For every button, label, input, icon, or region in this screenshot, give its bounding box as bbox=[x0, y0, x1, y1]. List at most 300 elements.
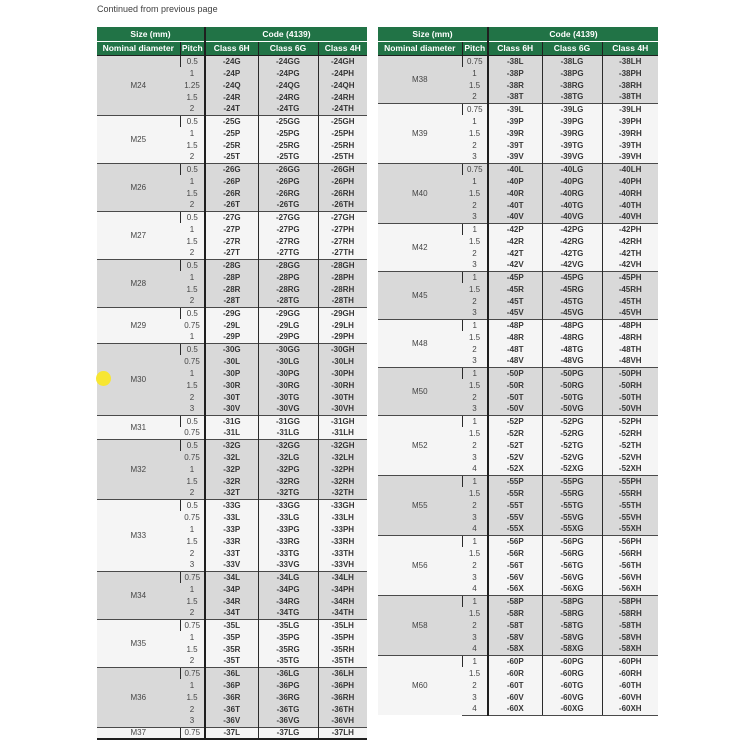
cell-pitch: 4 bbox=[462, 643, 488, 655]
cell-class-6h: -60R bbox=[488, 667, 542, 679]
cell-class-6h: -56V bbox=[488, 571, 542, 583]
cell-class-6g: -60PG bbox=[542, 655, 602, 667]
cell-pitch: 0.75 bbox=[180, 355, 205, 367]
cell-nominal-diameter: M32 bbox=[97, 439, 180, 499]
cell-pitch: 1.5 bbox=[180, 187, 205, 199]
cell-class-6g: -25GG bbox=[258, 115, 318, 127]
cell-pitch: 1.5 bbox=[462, 331, 488, 343]
cell-class-4h: -25RH bbox=[318, 139, 367, 151]
class-4h-header: Class 4H bbox=[318, 41, 367, 55]
cell-class-6g: -27GG bbox=[258, 211, 318, 223]
cell-class-6h: -50V bbox=[488, 403, 542, 415]
table-row bbox=[97, 619, 367, 631]
cell-pitch: 1.5 bbox=[180, 535, 205, 547]
cell-class-6h: -28R bbox=[205, 283, 258, 295]
cell-class-6h: -55P bbox=[488, 475, 542, 487]
cell-class-6g: -33TG bbox=[258, 547, 318, 559]
cell-class-4h: -55VH bbox=[602, 511, 658, 523]
cell-class-6g: -32PG bbox=[258, 463, 318, 475]
cell-nominal-diameter: M37 bbox=[97, 727, 180, 739]
cell-class-6g: -37LG bbox=[258, 727, 318, 739]
cell-class-6h: -38T bbox=[488, 91, 542, 103]
cell-class-6h: -33T bbox=[205, 547, 258, 559]
cell-pitch: 2 bbox=[462, 247, 488, 259]
cell-class-4h: -30TH bbox=[318, 391, 367, 403]
cell-class-4h: -52RH bbox=[602, 427, 658, 439]
cell-class-4h: -30RH bbox=[318, 379, 367, 391]
cell-class-6g: -33RG bbox=[258, 535, 318, 547]
cell-class-6g: -30LG bbox=[258, 355, 318, 367]
cell-pitch: 1.5 bbox=[462, 283, 488, 295]
cell-class-6g: -33VG bbox=[258, 559, 318, 571]
cell-class-6g: -27RG bbox=[258, 235, 318, 247]
cell-nominal-diameter: M39 bbox=[378, 103, 462, 163]
cell-class-6g: -31GG bbox=[258, 415, 318, 427]
cell-class-4h: -29LH bbox=[318, 319, 367, 331]
cell-class-6g: -42TG bbox=[542, 247, 602, 259]
cell-pitch: 1 bbox=[462, 655, 488, 667]
cell-class-6g: -48TG bbox=[542, 343, 602, 355]
cell-class-6g: -38LG bbox=[542, 55, 602, 67]
cell-class-6g: -24QG bbox=[258, 79, 318, 91]
cell-class-6h: -25P bbox=[205, 127, 258, 139]
cell-class-6g: -25PG bbox=[258, 127, 318, 139]
cell-pitch: 0.5 bbox=[180, 55, 205, 67]
cell-class-4h: -55PH bbox=[602, 475, 658, 487]
cell-pitch: 1 bbox=[180, 679, 205, 691]
table-row bbox=[97, 415, 367, 427]
cell-class-6g: -45RG bbox=[542, 283, 602, 295]
highlight-marker-dot bbox=[96, 371, 111, 386]
cell-pitch: 2 bbox=[180, 247, 205, 259]
cell-class-4h: -32RH bbox=[318, 475, 367, 487]
cell-class-4h: -38TH bbox=[602, 91, 658, 103]
cell-class-6h: -55V bbox=[488, 511, 542, 523]
table-row bbox=[97, 727, 367, 739]
table-row bbox=[97, 115, 367, 127]
cell-class-4h: -24TH bbox=[318, 103, 367, 115]
cell-class-4h: -56TH bbox=[602, 559, 658, 571]
cell-class-4h: -39RH bbox=[602, 127, 658, 139]
cell-class-6h: -50T bbox=[488, 391, 542, 403]
cell-pitch: 1.5 bbox=[180, 595, 205, 607]
cell-class-6g: -45TG bbox=[542, 295, 602, 307]
cell-class-6g: -55TG bbox=[542, 499, 602, 511]
cell-pitch: 0.75 bbox=[180, 427, 205, 439]
cell-class-6h: -33V bbox=[205, 559, 258, 571]
cell-class-4h: -50VH bbox=[602, 403, 658, 415]
cell-pitch: 1 bbox=[180, 127, 205, 139]
cell-class-6g: -24TG bbox=[258, 103, 318, 115]
cell-pitch: 4 bbox=[462, 523, 488, 535]
cell-class-4h: -42RH bbox=[602, 235, 658, 247]
cell-class-6h: -48P bbox=[488, 319, 542, 331]
cell-class-6g: -33PG bbox=[258, 523, 318, 535]
cell-class-6h: -28P bbox=[205, 271, 258, 283]
cell-class-6h: -32G bbox=[205, 439, 258, 451]
cell-class-6g: -42VG bbox=[542, 259, 602, 271]
cell-class-6h: -33R bbox=[205, 535, 258, 547]
table-row bbox=[97, 307, 367, 319]
cell-class-6g: -28RG bbox=[258, 283, 318, 295]
table-row bbox=[378, 475, 658, 487]
cell-class-4h: -28RH bbox=[318, 283, 367, 295]
cell-class-6g: -26PG bbox=[258, 175, 318, 187]
cell-class-6h: -25R bbox=[205, 139, 258, 151]
cell-class-4h: -24PH bbox=[318, 67, 367, 79]
cell-class-4h: -36TH bbox=[318, 703, 367, 715]
cell-class-4h: -52VH bbox=[602, 451, 658, 463]
cell-nominal-diameter: M50 bbox=[378, 367, 462, 415]
table-row bbox=[378, 163, 658, 175]
size-group-header: Size (mm) bbox=[97, 27, 205, 41]
cell-class-6g: -56RG bbox=[542, 547, 602, 559]
cell-class-6g: -40PG bbox=[542, 175, 602, 187]
cell-class-6g: -29GG bbox=[258, 307, 318, 319]
cell-pitch: 2 bbox=[180, 199, 205, 211]
table-row bbox=[97, 163, 367, 175]
cell-class-6g: -30TG bbox=[258, 391, 318, 403]
class-6h-header: Class 6H bbox=[205, 41, 258, 55]
cell-nominal-diameter: M48 bbox=[378, 319, 462, 367]
cell-class-6h: -58X bbox=[488, 643, 542, 655]
cell-class-6g: -40RG bbox=[542, 187, 602, 199]
table-row bbox=[97, 571, 367, 583]
class-6g-header: Class 6G bbox=[542, 41, 602, 55]
cell-pitch: 0.5 bbox=[180, 415, 205, 427]
cell-pitch: 1.5 bbox=[180, 91, 205, 103]
cell-class-4h: -48PH bbox=[602, 319, 658, 331]
cell-class-6g: -52TG bbox=[542, 439, 602, 451]
cell-pitch: 3 bbox=[180, 403, 205, 415]
cell-pitch: 0.75 bbox=[180, 319, 205, 331]
cell-pitch: 0.75 bbox=[462, 103, 488, 115]
cell-class-4h: -35LH bbox=[318, 619, 367, 631]
cell-class-6h: -35R bbox=[205, 643, 258, 655]
cell-pitch: 0.5 bbox=[180, 259, 205, 271]
cell-class-6g: -48VG bbox=[542, 355, 602, 367]
cell-class-6g: -58XG bbox=[542, 643, 602, 655]
cell-class-6h: -55T bbox=[488, 499, 542, 511]
cell-class-4h: -55XH bbox=[602, 523, 658, 535]
cell-class-4h: -45TH bbox=[602, 295, 658, 307]
cell-class-6g: -39TG bbox=[542, 139, 602, 151]
cell-class-6g: -28PG bbox=[258, 271, 318, 283]
cell-class-4h: -48VH bbox=[602, 355, 658, 367]
cell-pitch: 0.5 bbox=[180, 307, 205, 319]
cell-pitch: 2 bbox=[462, 91, 488, 103]
cell-class-6h: -30L bbox=[205, 355, 258, 367]
cell-class-6h: -30P bbox=[205, 367, 258, 379]
cell-class-6h: -35T bbox=[205, 655, 258, 667]
cell-class-6h: -40T bbox=[488, 199, 542, 211]
cell-class-6g: -58PG bbox=[542, 595, 602, 607]
cell-class-4h: -60TH bbox=[602, 679, 658, 691]
cell-nominal-diameter: M26 bbox=[97, 163, 180, 211]
cell-class-6h: -52T bbox=[488, 439, 542, 451]
cell-class-4h: -52PH bbox=[602, 415, 658, 427]
cell-class-6g: -50RG bbox=[542, 379, 602, 391]
cell-pitch: 1 bbox=[462, 223, 488, 235]
cell-nominal-diameter: M52 bbox=[378, 415, 462, 475]
cell-class-6h: -34L bbox=[205, 571, 258, 583]
cell-nominal-diameter: M34 bbox=[97, 571, 180, 619]
cell-pitch: 4 bbox=[462, 463, 488, 475]
table-row bbox=[97, 343, 367, 355]
cell-class-6g: -52RG bbox=[542, 427, 602, 439]
cell-class-6g: -50TG bbox=[542, 391, 602, 403]
table-row bbox=[378, 535, 658, 547]
cell-class-6h: -40P bbox=[488, 175, 542, 187]
cell-class-6g: -58TG bbox=[542, 619, 602, 631]
cell-class-6g: -33LG bbox=[258, 511, 318, 523]
cell-class-4h: -55TH bbox=[602, 499, 658, 511]
cell-class-4h: -33VH bbox=[318, 559, 367, 571]
table-row bbox=[378, 655, 658, 667]
cell-class-6h: -38R bbox=[488, 79, 542, 91]
class-6h-header: Class 6H bbox=[488, 41, 542, 55]
cell-pitch: 0.75 bbox=[180, 511, 205, 523]
cell-pitch: 4 bbox=[462, 703, 488, 715]
cell-pitch: 3 bbox=[180, 559, 205, 571]
cell-class-4h: -40RH bbox=[602, 187, 658, 199]
table-header bbox=[97, 27, 367, 55]
cell-class-4h: -56XH bbox=[602, 583, 658, 595]
cell-pitch: 1 bbox=[180, 631, 205, 643]
cell-pitch: 1.5 bbox=[180, 475, 205, 487]
cell-class-6g: -25RG bbox=[258, 139, 318, 151]
cell-class-6h: -32P bbox=[205, 463, 258, 475]
cell-class-6g: -39VG bbox=[542, 151, 602, 163]
cell-class-6h: -58V bbox=[488, 631, 542, 643]
cell-nominal-diameter: M38 bbox=[378, 55, 462, 103]
cell-nominal-diameter: M25 bbox=[97, 115, 180, 163]
cell-pitch: 2 bbox=[180, 487, 205, 499]
cell-class-6g: -45PG bbox=[542, 271, 602, 283]
cell-class-4h: -35RH bbox=[318, 643, 367, 655]
cell-class-4h: -30LH bbox=[318, 355, 367, 367]
cell-class-6h: -42T bbox=[488, 247, 542, 259]
cell-class-6h: -52V bbox=[488, 451, 542, 463]
cell-pitch: 1 bbox=[462, 67, 488, 79]
cell-class-6h: -35L bbox=[205, 619, 258, 631]
cell-class-6h: -39P bbox=[488, 115, 542, 127]
cell-pitch: 2 bbox=[462, 343, 488, 355]
cell-class-6h: -30V bbox=[205, 403, 258, 415]
table-row bbox=[97, 211, 367, 223]
cell-class-6h: -26G bbox=[205, 163, 258, 175]
cell-class-6h: -24T bbox=[205, 103, 258, 115]
cell-pitch: 2 bbox=[462, 439, 488, 451]
cell-nominal-diameter: M40 bbox=[378, 163, 462, 223]
cell-pitch: 1 bbox=[180, 223, 205, 235]
cell-class-6g: -36TG bbox=[258, 703, 318, 715]
cell-class-6g: -32RG bbox=[258, 475, 318, 487]
cell-class-6h: -56T bbox=[488, 559, 542, 571]
cell-class-6h: -35P bbox=[205, 631, 258, 643]
cell-class-6g: -24PG bbox=[258, 67, 318, 79]
cell-pitch: 1.5 bbox=[180, 283, 205, 295]
cell-class-6g: -31LG bbox=[258, 427, 318, 439]
cell-pitch: 1.5 bbox=[462, 79, 488, 91]
nominal-diameter-header: Nominal diameter bbox=[378, 41, 462, 55]
cell-class-6h: -32L bbox=[205, 451, 258, 463]
cell-nominal-diameter: M60 bbox=[378, 655, 462, 715]
cell-class-4h: -30VH bbox=[318, 403, 367, 415]
cell-class-4h: -32GH bbox=[318, 439, 367, 451]
cell-pitch: 2 bbox=[462, 199, 488, 211]
cell-class-6h: -48R bbox=[488, 331, 542, 343]
cell-class-6g: -29LG bbox=[258, 319, 318, 331]
cell-class-4h: -40TH bbox=[602, 199, 658, 211]
cell-class-6g: -24RG bbox=[258, 91, 318, 103]
cell-class-6h: -40V bbox=[488, 211, 542, 223]
cell-class-6h: -30G bbox=[205, 343, 258, 355]
cell-class-6h: -24P bbox=[205, 67, 258, 79]
cell-class-4h: -60XH bbox=[602, 703, 658, 715]
cell-class-4h: -39PH bbox=[602, 115, 658, 127]
cell-pitch: 0.5 bbox=[180, 115, 205, 127]
cell-class-4h: -34LH bbox=[318, 571, 367, 583]
cell-class-4h: -32PH bbox=[318, 463, 367, 475]
cell-pitch: 2 bbox=[180, 703, 205, 715]
cell-class-6g: -40LG bbox=[542, 163, 602, 175]
cell-class-4h: -24QH bbox=[318, 79, 367, 91]
cell-class-6g: -32LG bbox=[258, 451, 318, 463]
cell-pitch: 1 bbox=[462, 535, 488, 547]
table-row bbox=[378, 319, 658, 331]
cell-nominal-diameter: M42 bbox=[378, 223, 462, 271]
cell-class-6g: -24GG bbox=[258, 55, 318, 67]
cell-class-6g: -27PG bbox=[258, 223, 318, 235]
cell-class-6h: -60T bbox=[488, 679, 542, 691]
cell-class-6h: -39V bbox=[488, 151, 542, 163]
cell-pitch: 4 bbox=[462, 583, 488, 595]
cell-class-6h: -33G bbox=[205, 499, 258, 511]
cell-class-6h: -24Q bbox=[205, 79, 258, 91]
cell-class-6h: -42P bbox=[488, 223, 542, 235]
cell-class-4h: -28PH bbox=[318, 271, 367, 283]
cell-class-4h: -30PH bbox=[318, 367, 367, 379]
cell-pitch: 2 bbox=[462, 679, 488, 691]
cell-class-4h: -42VH bbox=[602, 259, 658, 271]
cell-pitch: 1 bbox=[180, 331, 205, 343]
cell-class-6g: -35RG bbox=[258, 643, 318, 655]
cell-class-6h: -60X bbox=[488, 703, 542, 715]
cell-class-6g: -34PG bbox=[258, 583, 318, 595]
code-group-header: Code (4139) bbox=[205, 27, 367, 41]
cell-class-4h: -50PH bbox=[602, 367, 658, 379]
cell-pitch: 3 bbox=[462, 403, 488, 415]
cell-pitch: 0.75 bbox=[180, 667, 205, 679]
cell-nominal-diameter: M55 bbox=[378, 475, 462, 535]
cell-class-4h: -34RH bbox=[318, 595, 367, 607]
cell-class-6g: -33GG bbox=[258, 499, 318, 511]
cell-class-6h: -50R bbox=[488, 379, 542, 391]
cell-class-6h: -48V bbox=[488, 355, 542, 367]
cell-pitch: 1 bbox=[180, 523, 205, 535]
cell-class-6g: -56TG bbox=[542, 559, 602, 571]
cell-pitch: 1 bbox=[462, 175, 488, 187]
cell-pitch: 1.5 bbox=[180, 643, 205, 655]
cell-class-6g: -60XG bbox=[542, 703, 602, 715]
cell-nominal-diameter: M56 bbox=[378, 535, 462, 595]
cell-class-4h: -60RH bbox=[602, 667, 658, 679]
cell-class-6g: -45VG bbox=[542, 307, 602, 319]
cell-class-6g: -32TG bbox=[258, 487, 318, 499]
cell-class-4h: -38RH bbox=[602, 79, 658, 91]
table-row bbox=[97, 259, 367, 271]
cell-class-4h: -24RH bbox=[318, 91, 367, 103]
table-row bbox=[378, 271, 658, 283]
cell-pitch: 3 bbox=[462, 571, 488, 583]
cell-nominal-diameter: M33 bbox=[97, 499, 180, 571]
cell-class-6h: -56R bbox=[488, 547, 542, 559]
cell-class-4h: -58TH bbox=[602, 619, 658, 631]
cell-class-4h: -26GH bbox=[318, 163, 367, 175]
cell-class-6h: -27G bbox=[205, 211, 258, 223]
cell-class-6h: -60P bbox=[488, 655, 542, 667]
cell-class-6g: -39LG bbox=[542, 103, 602, 115]
cell-class-6g: -29PG bbox=[258, 331, 318, 343]
cell-class-6h: -39T bbox=[488, 139, 542, 151]
table-row bbox=[97, 667, 367, 679]
cell-class-4h: -25TH bbox=[318, 151, 367, 163]
cell-class-6h: -52P bbox=[488, 415, 542, 427]
cell-class-6h: -25G bbox=[205, 115, 258, 127]
cell-class-6h: -29G bbox=[205, 307, 258, 319]
cell-pitch: 1.5 bbox=[462, 379, 488, 391]
cell-class-6g: -32GG bbox=[258, 439, 318, 451]
cell-class-6g: -30GG bbox=[258, 343, 318, 355]
cell-pitch: 1.5 bbox=[180, 379, 205, 391]
pitch-header: Pitch bbox=[462, 41, 488, 55]
cell-pitch: 1.5 bbox=[180, 139, 205, 151]
cell-class-4h: -29PH bbox=[318, 331, 367, 343]
thread-code-table-right bbox=[378, 27, 658, 716]
cell-class-4h: -34TH bbox=[318, 607, 367, 619]
cell-class-6h: -45V bbox=[488, 307, 542, 319]
table-row bbox=[378, 367, 658, 379]
cell-class-6g: -34TG bbox=[258, 607, 318, 619]
cell-class-4h: -50TH bbox=[602, 391, 658, 403]
cell-class-6g: -35PG bbox=[258, 631, 318, 643]
cell-pitch: 1 bbox=[180, 271, 205, 283]
cell-class-4h: -27TH bbox=[318, 247, 367, 259]
cell-class-6h: -42R bbox=[488, 235, 542, 247]
cell-class-6g: -30PG bbox=[258, 367, 318, 379]
cell-class-4h: -58XH bbox=[602, 643, 658, 655]
cell-class-4h: -42PH bbox=[602, 223, 658, 235]
cell-class-6g: -58RG bbox=[542, 607, 602, 619]
table-row bbox=[378, 103, 658, 115]
cell-class-6g: -52XG bbox=[542, 463, 602, 475]
table-row bbox=[378, 595, 658, 607]
cell-class-4h: -32LH bbox=[318, 451, 367, 463]
cell-class-6h: -40L bbox=[488, 163, 542, 175]
cell-class-4h: -48RH bbox=[602, 331, 658, 343]
cell-class-4h: -39VH bbox=[602, 151, 658, 163]
cell-class-4h: -38LH bbox=[602, 55, 658, 67]
cell-class-6g: -26GG bbox=[258, 163, 318, 175]
cell-class-4h: -28GH bbox=[318, 259, 367, 271]
cell-class-6h: -28G bbox=[205, 259, 258, 271]
cell-nominal-diameter: M31 bbox=[97, 415, 180, 439]
cell-class-6h: -58P bbox=[488, 595, 542, 607]
cell-class-6g: -56XG bbox=[542, 583, 602, 595]
cell-class-6g: -35LG bbox=[258, 619, 318, 631]
cell-class-6g: -52VG bbox=[542, 451, 602, 463]
